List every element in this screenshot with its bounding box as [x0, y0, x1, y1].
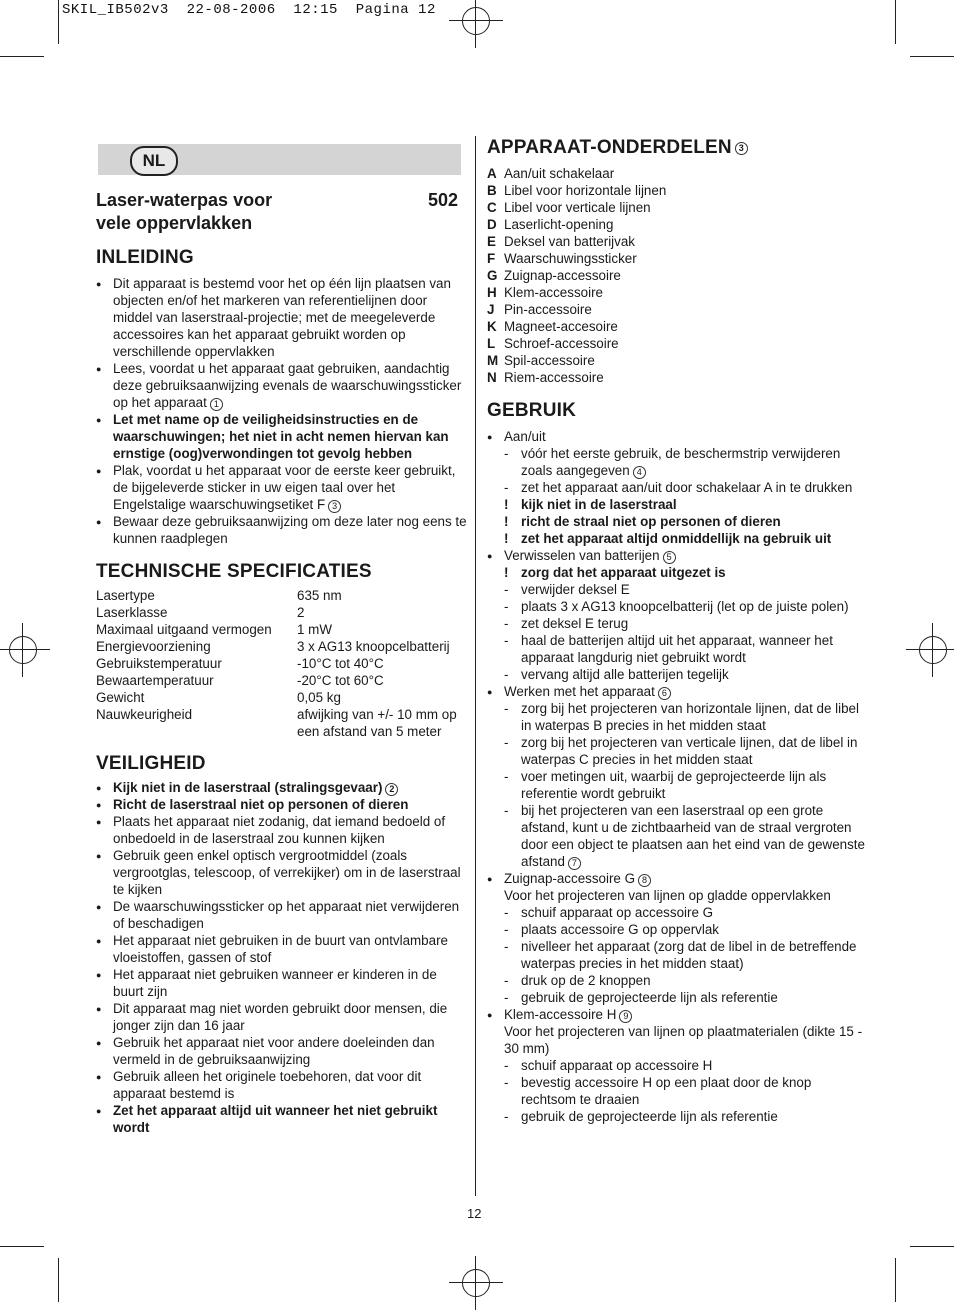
step-row — [504, 700, 867, 734]
step-marker: - — [504, 922, 509, 937]
step-wrapper — [487, 632, 867, 666]
spec-value: 635 nm — [297, 588, 342, 603]
step-row — [504, 989, 867, 1006]
spec-value: 1 mW — [297, 622, 332, 637]
step-wrapper — [487, 513, 867, 530]
list-item-text: Plak, voordat u het apparaat voor de eerste keer gebruikt, de bijgeleverde sticker in uw eigen taal over het Engelstalige waarschuwingsetiket F — [113, 463, 456, 512]
spec-label: Maximaal uitgaand vermogen — [96, 622, 272, 637]
step-marker: - — [504, 582, 509, 597]
step-row — [504, 904, 867, 921]
step-text: verwijder deksel E — [521, 582, 630, 597]
step-marker: - — [504, 803, 509, 818]
part-item — [487, 352, 867, 369]
step-text: gebruik de geprojecteerde lijn als referentie — [521, 990, 778, 1005]
part-key: J — [487, 302, 495, 317]
step-text: schuif apparaat op accessoire G — [521, 905, 714, 920]
step-row — [504, 581, 867, 598]
step-row — [504, 1057, 867, 1074]
gebruik-section — [487, 547, 867, 564]
list-item — [96, 1102, 468, 1136]
step-wrapper — [487, 921, 867, 938]
step-row — [504, 615, 867, 632]
step-marker: ! — [504, 565, 509, 580]
page-number: 12 — [467, 1206, 482, 1221]
step-wrapper — [487, 479, 867, 496]
step-text: haal de batterijen altijd uit het apparaat, wanneer het apparaat langdurig niet gebruikt wordt — [521, 633, 833, 665]
spec-label: Gebruikstemperatuur — [96, 656, 222, 671]
list-item-text: Richt de laserstraal niet op personen of dieren — [113, 797, 409, 812]
step-wrapper — [487, 734, 867, 768]
list-item — [487, 683, 867, 700]
part-label: Libel voor verticale lijnen — [504, 200, 651, 215]
spec-label: Lasertype — [96, 588, 155, 603]
model-number: 502 — [427, 190, 458, 210]
spec-value: 2 — [297, 605, 305, 620]
part-key: C — [487, 200, 497, 215]
spec-value: -10°C tot 40°C — [297, 656, 384, 671]
step-marker: - — [504, 616, 509, 631]
part-key: N — [487, 370, 497, 385]
part-item — [487, 233, 867, 250]
list-item — [487, 428, 867, 445]
section-intro: Voor het projecteren van lijnen op gladde oppervlakken — [504, 888, 831, 903]
part-item — [487, 216, 867, 233]
part-key: G — [487, 268, 498, 283]
step-wrapper — [487, 768, 867, 802]
gebruik-section — [487, 870, 867, 887]
part-item — [487, 267, 867, 284]
spec-value: 0,05 kg — [297, 690, 341, 705]
step-wrapper — [487, 904, 867, 921]
list-item — [96, 1000, 468, 1034]
list-item — [96, 462, 468, 513]
section-title: Zuignap-accessoire G — [504, 871, 635, 886]
section-title: Verwisselen van batterijen — [504, 548, 660, 563]
list-item — [96, 1068, 468, 1102]
step-row — [504, 632, 867, 666]
crop-mark — [58, 0, 59, 44]
section-title: Werken met het apparaat — [504, 684, 655, 699]
spec-value: 3 x AG13 knoopcelbatterij — [297, 639, 450, 654]
step-marker: ! — [504, 497, 509, 512]
step-text: zet het apparaat aan/uit door schakelaar A in te drukken — [521, 480, 853, 495]
list-item-text: De waarschuwingssticker op het apparaat niet verwijderen of beschadigen — [113, 899, 460, 931]
spec-row — [96, 621, 468, 638]
part-key: K — [487, 319, 497, 334]
part-item — [487, 199, 867, 216]
column-divider — [475, 136, 476, 1196]
step-text: vervang altijd alle batterijen tegelijk — [521, 667, 729, 682]
spec-row — [96, 587, 468, 604]
figure-ref: 6 — [658, 687, 671, 700]
step-row — [504, 802, 867, 870]
step-marker: - — [504, 667, 509, 682]
list-item — [96, 898, 468, 932]
step-text: plaats accessoire G op oppervlak — [521, 922, 719, 937]
part-item — [487, 318, 867, 335]
step-text: bij het projecteren van een laserstraal op een grote afstand, kunt u de zichtbaarheid van de straal vergroten door een object te plaatsen aan het eind van de gewenste afstand — [521, 803, 865, 869]
inleiding-heading: INLEIDING — [96, 247, 194, 268]
spec-row — [96, 706, 468, 740]
title-line-1: Laser-waterpas voor — [96, 190, 273, 210]
list-item-text: Gebruik het apparaat niet voor andere doeleinden dan vermeld in de gebruiksaanwijzing — [113, 1035, 435, 1067]
spec-row — [96, 672, 468, 689]
spec-label: Energievoorziening — [96, 639, 211, 654]
list-item-text: Bewaar deze gebruiksaanwijzing om deze later nog eens te kunnen raadplegen — [113, 514, 467, 546]
registration-mark — [9, 636, 37, 664]
spec-row — [96, 638, 468, 655]
step-row — [504, 1108, 867, 1125]
part-key: L — [487, 336, 496, 351]
part-label: Magneet-accesoire — [504, 319, 618, 334]
figure-ref: 3 — [328, 500, 341, 513]
step-marker: - — [504, 446, 509, 461]
part-label: Riem-accessoire — [504, 370, 604, 385]
list-item-text: Dit apparaat mag niet worden gebruikt door mensen, die jonger zijn dan 16 jaar — [113, 1001, 448, 1033]
veiligheid-heading: VEILIGHEID — [96, 753, 206, 774]
gebruik-heading: GEBRUIK — [487, 400, 577, 421]
part-item — [487, 301, 867, 318]
step-text: zorg bij het projecteren van horizontale lijnen, dat de libel in waterpas B precies in het midden staat — [521, 701, 859, 733]
part-key: M — [487, 353, 499, 368]
step-row — [504, 972, 867, 989]
step-marker: - — [504, 973, 509, 988]
list-item-text: Let met name op de veiligheidsinstructies en de waarschuwingen; het niet in acht nemen hiervan kan ernstige (oog)verwondingen tot gevolg hebben — [113, 412, 449, 461]
list-item — [487, 1006, 867, 1023]
step-text: schuif apparaat op accessoire H — [521, 1058, 713, 1073]
step-text: plaats 3 x AG13 knoopcelbatterij (let op de juiste polen) — [521, 599, 849, 614]
crop-mark — [58, 1258, 59, 1302]
step-wrapper — [487, 700, 867, 734]
part-item — [487, 284, 867, 301]
step-row — [504, 513, 867, 530]
step-marker: - — [504, 905, 509, 920]
right-column — [487, 136, 867, 1125]
step-text: gebruik de geprojecteerde lijn als referentie — [521, 1109, 778, 1124]
figure-ref: 5 — [663, 551, 676, 564]
part-key: A — [487, 166, 497, 181]
registration-mark — [462, 7, 490, 35]
figure-ref: 4 — [633, 466, 646, 479]
crop-mark — [0, 56, 44, 57]
print-header: SKIL_IB502v3 22-08-2006 12:15 Pagina 12 — [62, 2, 436, 18]
step-marker: - — [504, 939, 509, 954]
step-wrapper — [487, 581, 867, 598]
onderdelen-heading — [487, 136, 867, 160]
step-text: zet het apparaat altijd onmiddellijk na gebruik uit — [521, 531, 832, 546]
gebruik-section — [487, 683, 867, 700]
spec-row — [96, 655, 468, 672]
part-label: Pin-accessoire — [504, 302, 592, 317]
part-item — [487, 335, 867, 352]
part-item — [487, 182, 867, 199]
step-marker: - — [504, 480, 509, 495]
section-title: Klem-accessoire H — [504, 1007, 617, 1022]
step-row — [504, 496, 867, 513]
crop-mark — [0, 1246, 44, 1247]
inleiding-list — [96, 275, 468, 547]
list-item — [96, 847, 468, 898]
list-item — [96, 796, 468, 813]
crop-mark — [895, 0, 896, 44]
list-item — [96, 779, 468, 796]
section-intro: Voor het projecteren van lijnen op plaatmaterialen (dikte 15 - 30 mm) — [504, 1024, 863, 1056]
step-text: bevestig accessoire H op een plaat door de knop rechtsom te draaien — [521, 1075, 812, 1107]
part-item — [487, 250, 867, 267]
list-item — [96, 275, 468, 360]
step-text: vóór het eerste gebruik, de beschermstrip verwijderen zoals aangegeven — [521, 446, 841, 478]
part-label: Libel voor horizontale lijnen — [504, 183, 667, 198]
crop-mark — [895, 1258, 896, 1302]
list-item-text: Gebruik alleen het originele toebehoren, dat voor dit apparaat bestemd is — [113, 1069, 422, 1101]
step-marker: - — [504, 1058, 509, 1073]
step-marker: - — [504, 633, 509, 648]
step-wrapper — [487, 445, 867, 479]
list-item — [96, 966, 468, 1000]
section-title: Aan/uit — [504, 429, 546, 444]
part-label: Klem-accessoire — [504, 285, 603, 300]
figure-ref: 8 — [638, 874, 651, 887]
title-line-2: vele oppervlakken — [96, 213, 253, 233]
step-marker: - — [504, 1109, 509, 1124]
crop-mark — [910, 56, 954, 57]
step-wrapper — [487, 1057, 867, 1074]
step-marker: - — [504, 1075, 509, 1090]
step-wrapper — [487, 938, 867, 972]
spec-label: Gewicht — [96, 690, 145, 705]
spec-row — [96, 604, 468, 621]
step-text: zet deksel E terug — [521, 616, 629, 631]
step-marker: - — [504, 701, 509, 716]
step-text: kijk niet in de laserstraal — [521, 497, 677, 512]
step-text: zorg bij het projecteren van verticale lijnen, dat de libel in waterpas C precies in het midden staat — [521, 735, 858, 767]
step-row — [504, 921, 867, 938]
gebruik-section — [487, 428, 867, 445]
step-wrapper — [487, 989, 867, 1006]
step-text: richt de straal niet op personen of dieren — [521, 514, 781, 529]
spec-label: Laserklasse — [96, 605, 168, 620]
specs-table — [96, 587, 468, 740]
part-label: Zuignap-accessoire — [504, 268, 621, 283]
list-item — [487, 870, 867, 887]
part-label: Laserlicht-opening — [504, 217, 614, 232]
left-column — [96, 246, 468, 1136]
specs-heading: TECHNISCHE SPECIFICATIES — [96, 561, 372, 582]
step-row — [504, 734, 867, 768]
part-label: Waarschuwingssticker — [504, 251, 637, 266]
step-row — [504, 768, 867, 802]
figure-ref: 2 — [385, 783, 398, 796]
part-label: Schroef-accessoire — [504, 336, 619, 351]
step-text: voer metingen uit, waarbij de geprojecteerde lijn als referentie wordt gebruikt — [521, 769, 827, 801]
list-item — [96, 513, 468, 547]
gebruik-body — [487, 428, 867, 1125]
step-row — [504, 530, 867, 547]
spec-value: -20°C tot 60°C — [297, 673, 384, 688]
step-wrapper — [487, 615, 867, 632]
part-label: Aan/uit schakelaar — [504, 166, 615, 181]
list-item-text: Gebruik geen enkel optisch vergrootmiddel (zoals vergrootglas, telescoop, of verrekijker) om in de laserstraal te kijken — [113, 848, 461, 897]
part-label: Spil-accessoire — [504, 353, 595, 368]
step-text: druk op de 2 knoppen — [521, 973, 651, 988]
list-item-text: Lees, voordat u het apparaat gaat gebruiken, aandachtig deze gebruiksaanwijzing evenals de waarschuwingssticker op het apparaat — [113, 361, 462, 410]
step-marker: ! — [504, 531, 509, 546]
list-item-text: Zet het apparaat altijd uit wanneer het niet gebruikt wordt — [113, 1103, 438, 1135]
crop-mark — [910, 1246, 954, 1247]
parts-list — [487, 165, 867, 386]
list-item-text: Plaats het apparaat niet zodanig, dat iemand bedoeld of onbedoeld in de laserstraal zou kunnen kijken — [113, 814, 446, 846]
step-row — [504, 445, 867, 479]
language-badge: NL — [130, 146, 178, 176]
part-key: B — [487, 183, 497, 198]
step-row — [504, 479, 867, 496]
registration-mark — [462, 1269, 490, 1297]
step-row — [504, 666, 867, 683]
step-wrapper — [487, 972, 867, 989]
step-wrapper — [487, 1074, 867, 1108]
list-item — [487, 547, 867, 564]
step-marker: - — [504, 735, 509, 750]
step-wrapper — [487, 1108, 867, 1125]
part-key: D — [487, 217, 497, 232]
step-wrapper — [487, 530, 867, 547]
spec-row — [96, 689, 468, 706]
step-wrapper — [487, 564, 867, 581]
spec-value: afwijking van +/- 10 mm op een afstand van 5 meter — [297, 707, 457, 739]
step-wrapper — [487, 598, 867, 615]
step-marker: - — [504, 990, 509, 1005]
figure-ref: 3 — [735, 142, 748, 155]
part-key: E — [487, 234, 496, 249]
figure-ref: 7 — [568, 857, 581, 870]
step-wrapper — [487, 496, 867, 513]
gebruik-section — [487, 1006, 867, 1023]
onderdelen-heading-text: APPARAAT-ONDERDELEN — [487, 137, 732, 158]
step-wrapper — [487, 802, 867, 870]
step-marker: - — [504, 769, 509, 784]
step-wrapper — [487, 666, 867, 683]
list-item — [96, 813, 468, 847]
list-item-text: Het apparaat niet gebruiken wanneer er kinderen in de buurt zijn — [113, 967, 437, 999]
list-item — [96, 360, 468, 411]
list-item-text: Het apparaat niet gebruiken in de buurt van ontvlambare vloeistoffen, gassen of stof — [113, 933, 448, 965]
part-key: H — [487, 285, 497, 300]
step-marker: - — [504, 599, 509, 614]
figure-ref: 9 — [619, 1010, 632, 1023]
spec-label: Bewaartemperatuur — [96, 673, 214, 688]
list-item — [96, 932, 468, 966]
step-text: zorg dat het apparaat uitgezet is — [521, 565, 726, 580]
part-item — [487, 369, 867, 386]
step-row — [504, 1074, 867, 1108]
step-row — [504, 598, 867, 615]
document-title — [96, 189, 460, 235]
part-label: Deksel van batterijvak — [504, 234, 635, 249]
list-item-text: Dit apparaat is bestemd voor het op één lijn plaatsen van objecten en/of het markeren van referentielijnen door middel van laserstraal-projectie; met de meegeleverde accessoires kan het apparaat gebruikt worden op verschillende oppervlakken — [113, 276, 451, 359]
list-item — [96, 1034, 468, 1068]
step-row — [504, 564, 867, 581]
part-item — [487, 165, 867, 182]
veiligheid-list — [96, 779, 468, 1136]
figure-ref: 1 — [210, 398, 223, 411]
step-row — [504, 938, 867, 972]
step-text: nivelleer het apparaat (zorg dat de libel in de betreffende waterpas precies in het midden staat) — [521, 939, 857, 971]
list-item — [96, 411, 468, 462]
spec-label: Nauwkeurigheid — [96, 707, 193, 722]
registration-mark — [919, 636, 947, 664]
part-key: F — [487, 251, 496, 266]
list-item-text: Kijk niet in de laserstraal (stralingsgevaar) — [113, 780, 383, 795]
step-marker: ! — [504, 514, 509, 529]
